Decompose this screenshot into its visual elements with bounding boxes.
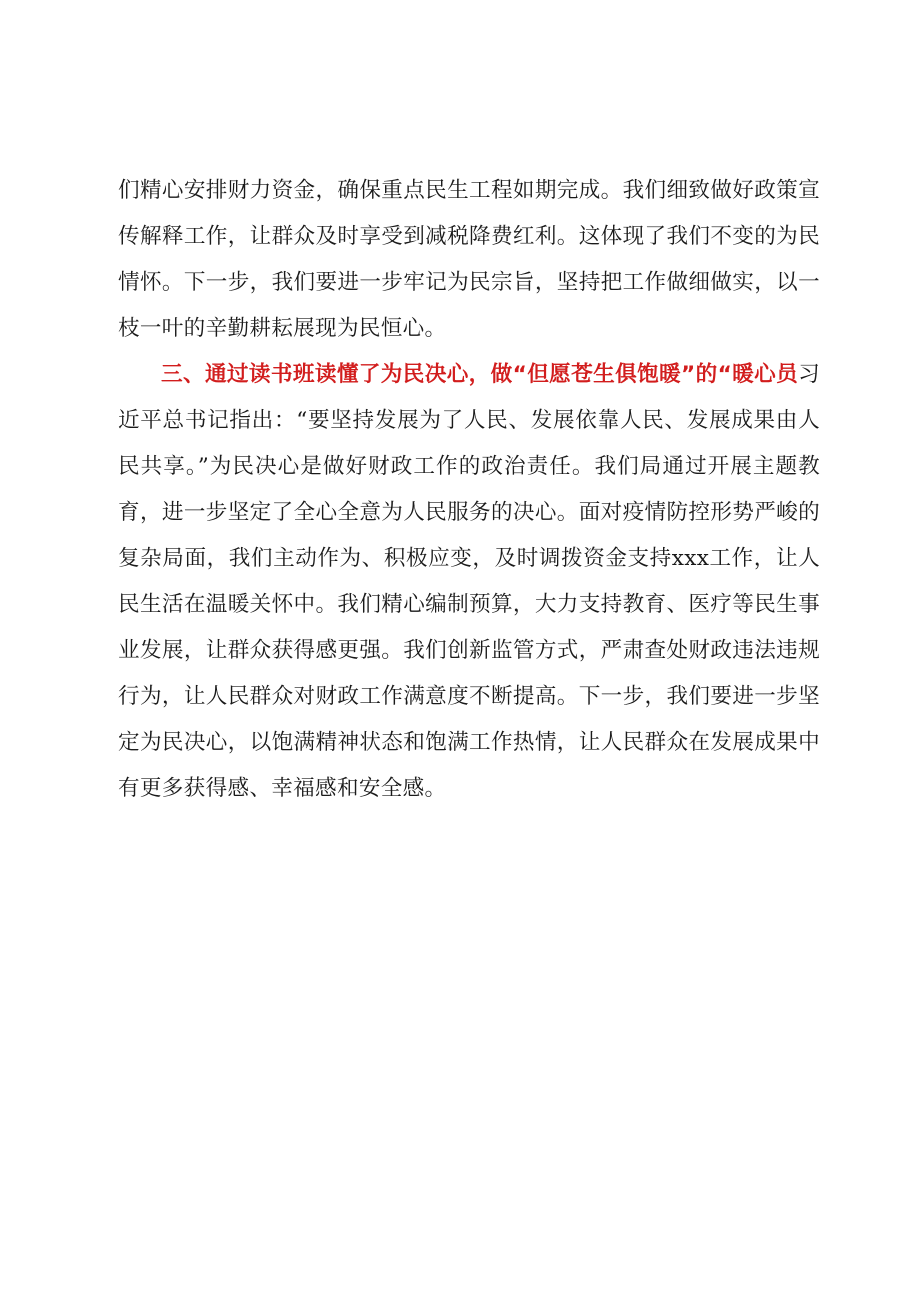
section-3-body: 习近平总书记指出：“要坚持发展为了人民、发展依靠人民、发展成果由人民共享。”为民决心是做好财政工作的政治责任。我们局通过开展主题教育，进一步坚定了全心全意为人民服务的决心。面对疫情防控形势严峻的复杂局面，我们主动作为、积极应变，及时调拨资金支持xxx工作，让人民生活在温暖关怀中。我们精心编制预算，大力支持教育、医疗等民生事业发展，让群众获得感更强。我们创新监管方式，严肃查处财政违法违规行为，让人民群众对财政工作满意度不断提高。下一步，我们要进一步坚定为民决心，以饱满精神状态和饱满工作热情，让人民群众在发展成果中有更多获得感、幸福感和安全感。 (118, 362, 820, 801)
section-3-paragraph (118, 352, 820, 812)
paragraph-continued: 们精心安排财力资金，确保重点民生工程如期完成。我们细致做好政策宣传解释工作，让群众及时享受到减税降费红利。这体现了我们不变的为民情怀。下一步，我们要进一步牢记为民宗旨，坚持把工作做细做实，以一枝一叶的辛勤耕耘展现为民恒心。 (118, 178, 820, 341)
document-body (118, 168, 820, 812)
section-3-heading: 三、通过读书班读懂了为民决心，做“但愿苍生俱饱暖”的“暖心员 (161, 362, 799, 387)
